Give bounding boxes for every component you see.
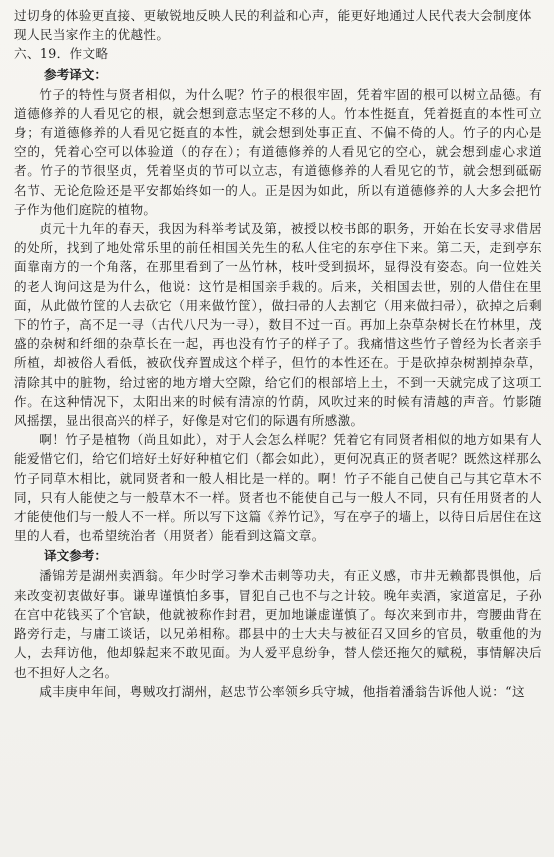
reference-translation-label: 参考译文： — [44, 66, 107, 82]
paragraph-bamboo-character: 竹子的特性与贤者相似，为什么呢？竹子的根很牢固，凭着牢固的根可以树立品德。有道德修养的人看见它的根，就会想到意志坚定不移的人。竹本性挺直，凭着挺直的本性可立身；有道德修养的人看见它挺直的本性，就会想到处事正直、不偏不倚的人。竹子的内心是空的，凭着心空可以体验道（的存在）；有道德修养的人看见它的空心，就会想到虚心求道者。竹子的节很坚贞，凭着坚贞的节可以立志，有道德修养的人看见它的节，就会想到砥砺名节、无论危险还是平安都始终如一的人。正是因为如此，所以有道德修养的人大多会把竹子作为他们庭院的植物。 — [14, 86, 542, 217]
section-heading: 六、19．作文略 — [14, 46, 109, 62]
paragraph-pan-jinfang: 潘锦芳是湖州卖酒翁。年少时学习拳术击刺等功夫，有正义感，市井无赖都畏惧他，后来改变初衷做好事。谦卑谨慎怕多事，冒犯自己也不与之计较。晚年卖酒，家道富足，子孙在宫中花钱买了个官缺，他就被称作封君，更加地谦虚谨慎了。每次来到市井，弯腰曲背在路旁行走，与庸工谈话，以兄弟相称。郡县中的士大夫与被征召又回乡的官员，敬重他的为人，去拜访他，他却躲起来不敢见面。为人爱平息纷争，替人偿还拖欠的赋税，事情解决后也不担好人之名。 — [14, 568, 542, 680]
paragraph-zhenyuan-spring: 贞元十九年的春天，我因为科举考试及第，被授以校书郎的职务，开始在长安寻求借居的处所，找到了地处常乐里的前任相国关先生的私人住宅的东亭住下来。第二天，走到亭东面靠南方的一个角落，在那里看到了一丛竹林，枝叶受到损坏，显得没有姿态。向一位姓关的老人询问这是为什么，他说：这竹是相国亲手栽的。后来，关相国去世，别的人借住在里面，从此做竹筐的人去砍它（用来做竹筐），做扫帚的人去割它（用来做扫帚），砍掉之后剩下的竹子，高不足一寻（古代八尺为一寻），数目不过一百。再加上杂草杂树长在竹林里，茂盛的杂树和纤细的杂草长在一起，再也没有竹子的样子了。我痛惜这些竹子曾经为长者亲手所植，却被俗人看低，被砍伐弃置成这个样子，但竹的本性还在。于是砍掉杂树割掉杂草，清除其中的脏物，给过密的地方增大空隙，给它们的根部培上土，不到一天就完成了这项工作。在这种情况下，太阳出来的时候有清凉的竹荫，风吹过来的时候有清越的声音。竹影随风摇摆，显出很高兴的样子，好像是对它们的际遇有所感激。 — [14, 221, 542, 429]
paragraph-xianfeng: 咸丰庚申年间，粤贼攻打湖州，赵忠节公率领乡兵守城，他指着潘翁告诉他人说：“这 — [39, 683, 525, 699]
translation-reference-label: 译文参考： — [44, 548, 107, 564]
intro-line: 过切身的体验更直接、更敏锐地反映人民的利益和心声，能更好地通过人民代表大会制度体 — [14, 8, 532, 23]
paragraph-bamboo-reflection: 啊！竹子是植物（尚且如此），对于人会怎么样呢？凭着它有同贤者相似的地方如果有人能爱惜它们，给它们培好土好好种植它们（都会如此），更何况真正的贤者呢？既然这样那么竹子同草木相比，就同贤者和一般人相比是一样的。啊！竹子不能自己使自己与其它草木不同，只有人能使之与一般草木不一样。贤者也不能使自己与一般人不同，只有任用贤者的人才能使他们与一般人不一样。所以写下这篇《养竹记》，写在亭子的墙上，以待日后居住在这里的人看，也希望统治者（用贤者）能看到这篇文章。 — [14, 432, 542, 544]
intro-line: 现人民当家作主的优越性。 — [14, 27, 170, 43]
intro-text — [14, 6, 542, 44]
